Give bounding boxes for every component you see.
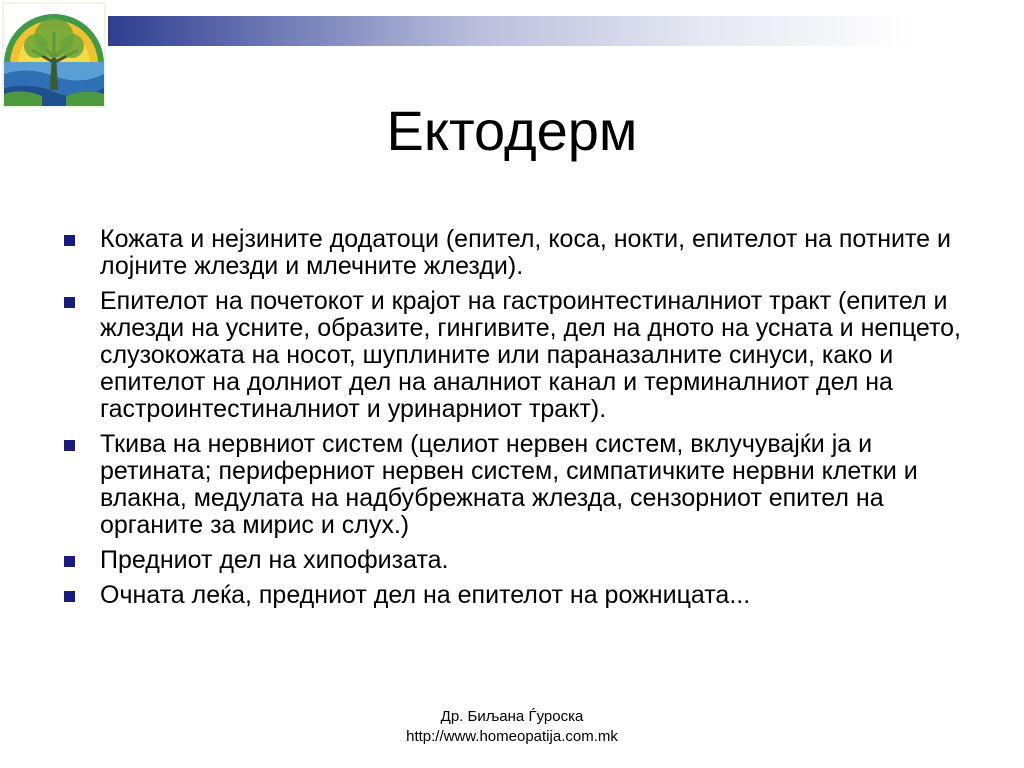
square-bullet-icon (64, 440, 75, 451)
bullet-list (62, 226, 982, 617)
bullet-text: Ткива на нервниот систем (целиот нервен систем, вклучувајќи ја и ретината; периферниот нервен систем, симпатичките нервни клетки и влакна, медулата на надбубрежната жлезда, сензорниот епител на органите за мирис и слух.) (100, 430, 918, 539)
bullet-text: Очната леќа, предниот дел на епителот на рожницата... (100, 581, 751, 609)
square-bullet-icon (64, 556, 75, 567)
footer-author: Др. Биљана Ѓуроска (440, 708, 584, 725)
slide-title: Ектодерм (386, 99, 638, 162)
square-bullet-icon (64, 297, 75, 308)
bullet-text: Епителот на почетокот и крајот на гастроинтестиналниот тракт (епител и жлезди на усните, образите, гингивите, дел на дното на усната и непцето, слузокожата на носот, шуплините или параназалните синуси, како и епителот на долниот дел на аналниот канал и терминалниот дел на гастроинтестиналниот и уринарниот тракт). (100, 287, 961, 423)
tree-sun-water-logo-icon (2, 2, 106, 108)
header-gradient-bar (108, 16, 1024, 46)
list-item (62, 288, 982, 423)
footer-url[interactable]: http://www.homeopatija.com.mk (406, 728, 618, 745)
bullet-text: Предниот дел на хипофизата. (100, 546, 449, 574)
list-item (62, 582, 982, 609)
footer (0, 707, 1024, 747)
list-item (62, 226, 982, 280)
square-bullet-icon (64, 235, 75, 246)
bullet-text: Кожата и нејзините додатоци (епител, коса, нокти, епителот на потните и лојните жлезди и млечните жлезди). (100, 225, 951, 280)
list-item (62, 547, 982, 574)
list-item (62, 431, 982, 539)
square-bullet-icon (64, 591, 75, 602)
